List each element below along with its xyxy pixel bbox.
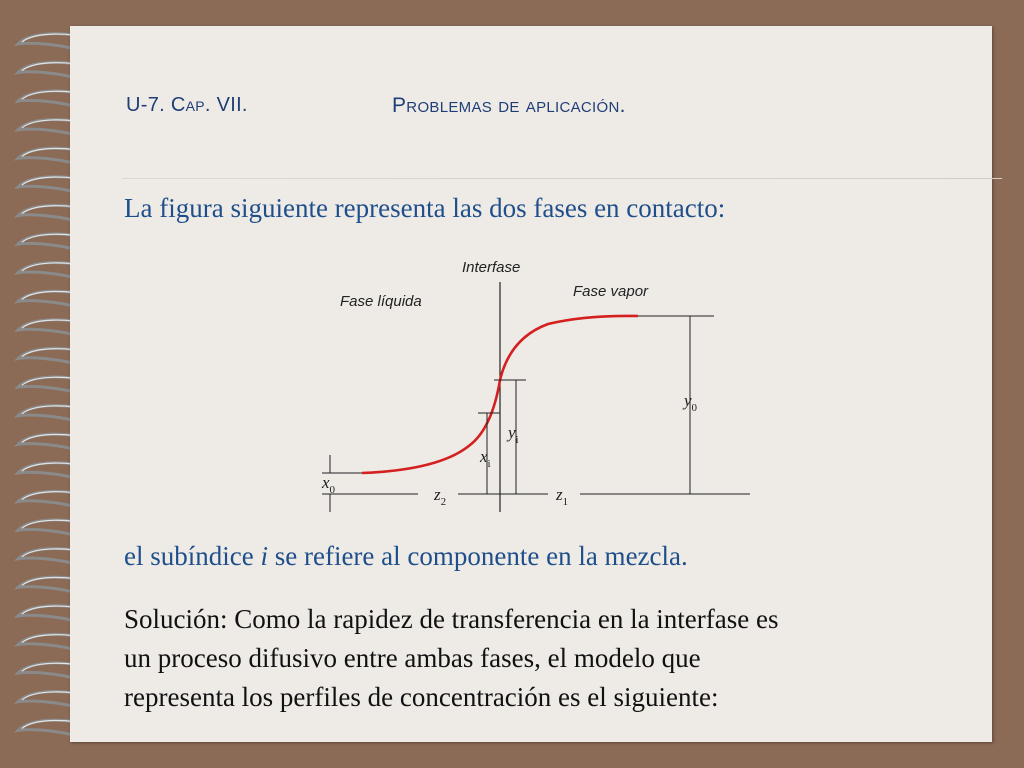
vapor-phase-label: Fase vapor xyxy=(573,283,649,300)
solution-line: Solución: Como la rapidez de transferencia en la interfase es xyxy=(124,604,779,634)
subscript-note xyxy=(124,541,688,572)
solution-line: un proceso difusivo entre ambas fases, el modelo que xyxy=(124,643,701,673)
x0-label: $x_0$ xyxy=(322,473,336,496)
y0-label: $y_0$ xyxy=(684,391,698,414)
vapor-concentration-curve xyxy=(500,316,638,380)
z1-label: $z_1$ xyxy=(556,485,569,508)
z2-label: $z_2$ xyxy=(434,485,447,508)
intro-text: La figura siguiente representa las dos fases en contacto: xyxy=(124,193,726,223)
section-title: Problemas de aplicación. xyxy=(392,94,626,117)
header-divider xyxy=(122,178,1002,179)
note-after: se refiere al componente en la mezcla. xyxy=(267,541,688,571)
xi-label: $x_i$ xyxy=(480,447,491,470)
two-phase-diagram xyxy=(300,250,760,520)
yi-label: $y_i$ xyxy=(508,423,519,446)
chapter-header: U-7. Cap. VII. xyxy=(126,94,248,116)
solution-line: representa los perfiles de concentración es el siguiente: xyxy=(124,682,719,712)
note-italic-i: i xyxy=(260,541,268,571)
note-before: el subíndice xyxy=(124,541,261,571)
liquid-phase-label: Fase líquida xyxy=(340,293,422,310)
solution-text xyxy=(124,600,974,717)
interface-label: Interfase xyxy=(462,259,521,276)
